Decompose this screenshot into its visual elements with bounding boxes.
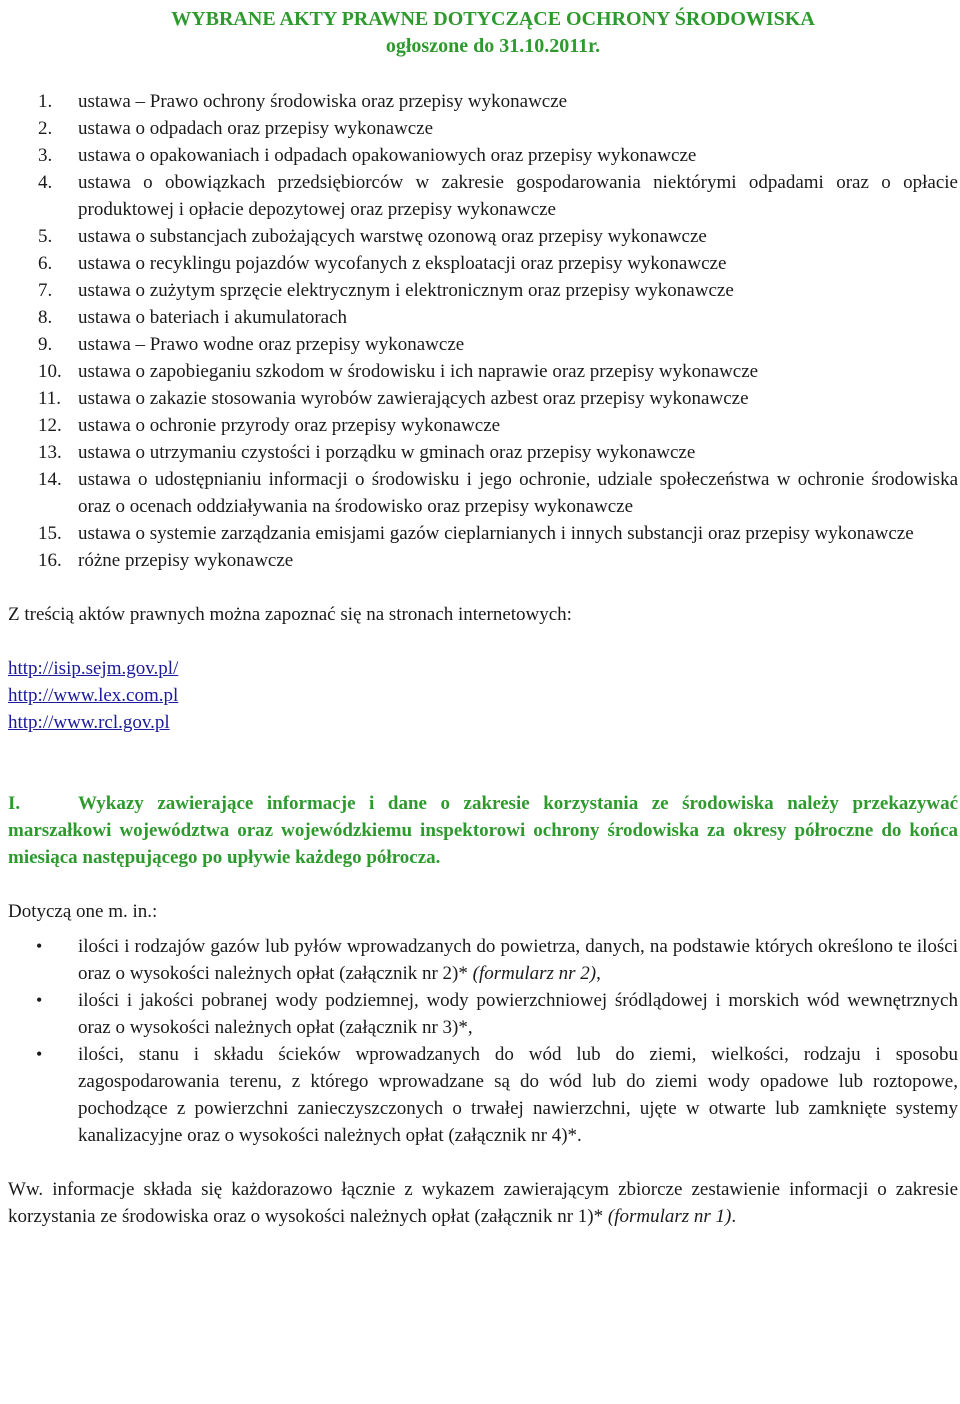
summary-paragraph <box>8 1176 958 1230</box>
summary-italic: (formularz nr 1) <box>607 1206 732 1227</box>
act-text: ustawa o obowiązkach przedsiębiorców w zakresie gospodarowania niektórymi odpadami oraz o opłacie produktowej i opłacie depozytowej oraz przepisy wykonawcze <box>78 172 958 220</box>
intro-text: Z treścią aktów prawnych można zapoznać się na stronach internetowych: <box>8 604 572 625</box>
act-number: 7. <box>38 280 53 301</box>
dotycza-text: Dotyczą one m. in.: <box>8 901 158 922</box>
bullet-tail: , <box>596 963 601 984</box>
link-lex[interactable]: http://www.lex.com.pl <box>8 685 179 706</box>
act-text: ustawa o zapobieganiu szkodom w środowisku i ich naprawie oraz przepisy wykonawcze <box>78 361 759 382</box>
act-number: 8. <box>38 307 53 328</box>
act-text: ustawa – Prawo ochrony środowiska oraz przepisy wykonawcze <box>78 91 568 112</box>
act-number: 11. <box>38 388 62 409</box>
act-text: ustawa – Prawo wodne oraz przepisy wykonawcze <box>78 334 465 355</box>
bullet-italic: (formularz nr 2) <box>472 963 597 984</box>
act-number: 16. <box>38 550 62 571</box>
act-text: ustawa o odpadach oraz przepisy wykonawcze <box>78 118 434 139</box>
links-list <box>8 655 958 736</box>
act-item <box>8 412 958 439</box>
link-rcl[interactable]: http://www.rcl.gov.pl <box>8 712 170 733</box>
title-line-2: ogłoszone do 31.10.2011r. <box>385 35 601 57</box>
act-number: 10. <box>38 361 62 382</box>
act-text: ustawa o ochronie przyrody oraz przepisy wykonawcze <box>78 415 501 436</box>
act-number: 9. <box>38 334 53 355</box>
act-item <box>8 358 958 385</box>
act-text: ustawa o recyklingu pojazdów wycofanych z eksploatacji oraz przepisy wykonawcze <box>78 253 727 274</box>
section-number: I. <box>8 793 21 814</box>
act-item <box>8 331 958 358</box>
link-isip[interactable]: http://isip.sejm.gov.pl/ <box>8 658 179 679</box>
document-title <box>8 6 958 60</box>
act-number: 15. <box>38 523 62 544</box>
summary-text: Ww. informacje składa się każdorazowo łącznie z wykazem zawierającym zbiorcze zestawienie informacji o zakresie korzystania ze środowiska oraz o wysokości należnych opłat (załącznik nr 1)* <box>8 1179 958 1227</box>
act-item <box>8 547 958 574</box>
act-text: ustawa o zakazie stosowania wyrobów zawierających azbest oraz przepisy wykonawcze <box>78 388 749 409</box>
act-text: różne przepisy wykonawcze <box>78 550 294 571</box>
act-number: 12. <box>38 415 62 436</box>
title-line-1: WYBRANE AKTY PRAWNE DOTYCZĄCE OCHRONY ŚRODOWISKA <box>171 8 815 30</box>
act-item <box>8 115 958 142</box>
act-text: ustawa o systemie zarządzania emisjami gazów cieplarnianych i innych substancji oraz przepisy wykonawcze <box>78 523 914 544</box>
act-text: ustawa o udostępnianiu informacji o środowisku i jego ochronie, udziale społeczeństwa w ochronie środowiska oraz o ocenach oddziaływania na środowisko oraz przepisy wykonawcze <box>78 469 958 517</box>
summary-tail: . <box>731 1206 737 1227</box>
act-item <box>8 277 958 304</box>
bullet-item <box>8 987 958 1041</box>
bullet-text: ilości, stanu i składu ścieków wprowadzanych do wód lub do ziemi, wielkości, rodzaju i sposobu zagospodarowania terenu, z którego wprowadzane są do wód lub do ziemi wody opadowe lub roztopowe, pochodzące z powierzchni zanieczyszczonych o trwałej nawierzchni, ujęte w otwarte lub zamknięte systemy kanalizacyjne oraz o wysokości należnych opłat (załącznik nr 4)*. <box>78 1044 958 1146</box>
document-page <box>8 6 958 1230</box>
act-item <box>8 142 958 169</box>
act-number: 14. <box>38 469 62 490</box>
bullet-icon: • <box>36 936 43 956</box>
act-number: 4. <box>38 172 53 193</box>
bullet-item <box>8 1041 958 1149</box>
act-item <box>8 223 958 250</box>
act-item <box>8 439 958 466</box>
act-number: 1. <box>38 91 53 112</box>
act-text: ustawa o substancjach zubożających warstwę ozonową oraz przepisy wykonawcze <box>78 226 707 247</box>
bullet-icon: • <box>36 1044 43 1064</box>
act-number: 6. <box>38 253 53 274</box>
act-item <box>8 520 958 547</box>
act-number: 3. <box>38 145 53 166</box>
section-heading-text: Wykazy zawierające informacje i dane o zakresie korzystania ze środowiska należy przekazywać marszałkowi województwa oraz wojewódzkiemu inspektorowi ochrony środowiska za okresy półroczne do końca miesiąca następującego po upływie każdego półrocza. <box>8 793 958 868</box>
acts-list <box>8 88 958 574</box>
act-item <box>8 466 958 520</box>
bullet-text: ilości i jakości pobranej wody podziemnej, wody powierzchniowej śródlądowej i morskich wód wewnętrznych oraz o wysokości należnych opłat (załącznik nr 3)*, <box>78 990 958 1038</box>
act-item <box>8 304 958 331</box>
section-heading <box>8 790 958 871</box>
act-item <box>8 385 958 412</box>
bullet-list <box>8 933 958 1149</box>
act-item <box>8 169 958 223</box>
bullet-text: ilości i rodzajów gazów lub pyłów wprowadzanych do powietrza, danych, na podstawie których określono te ilości oraz o wysokości należnych opłat (załącznik nr 2)* <box>78 936 958 984</box>
act-text: ustawa o opakowaniach i odpadach opakowaniowych oraz przepisy wykonawcze <box>78 145 697 166</box>
act-item <box>8 88 958 115</box>
bullet-icon: • <box>36 990 43 1010</box>
act-text: ustawa o zużytym sprzęcie elektrycznym i elektronicznym oraz przepisy wykonawcze <box>78 280 734 301</box>
act-number: 13. <box>38 442 62 463</box>
act-text: ustawa o utrzymaniu czystości i porządku w gminach oraz przepisy wykonawcze <box>78 442 696 463</box>
act-text: ustawa o bateriach i akumulatorach <box>78 307 348 328</box>
bullet-item <box>8 933 958 987</box>
act-number: 2. <box>38 118 53 139</box>
act-number: 5. <box>38 226 53 247</box>
act-item <box>8 250 958 277</box>
